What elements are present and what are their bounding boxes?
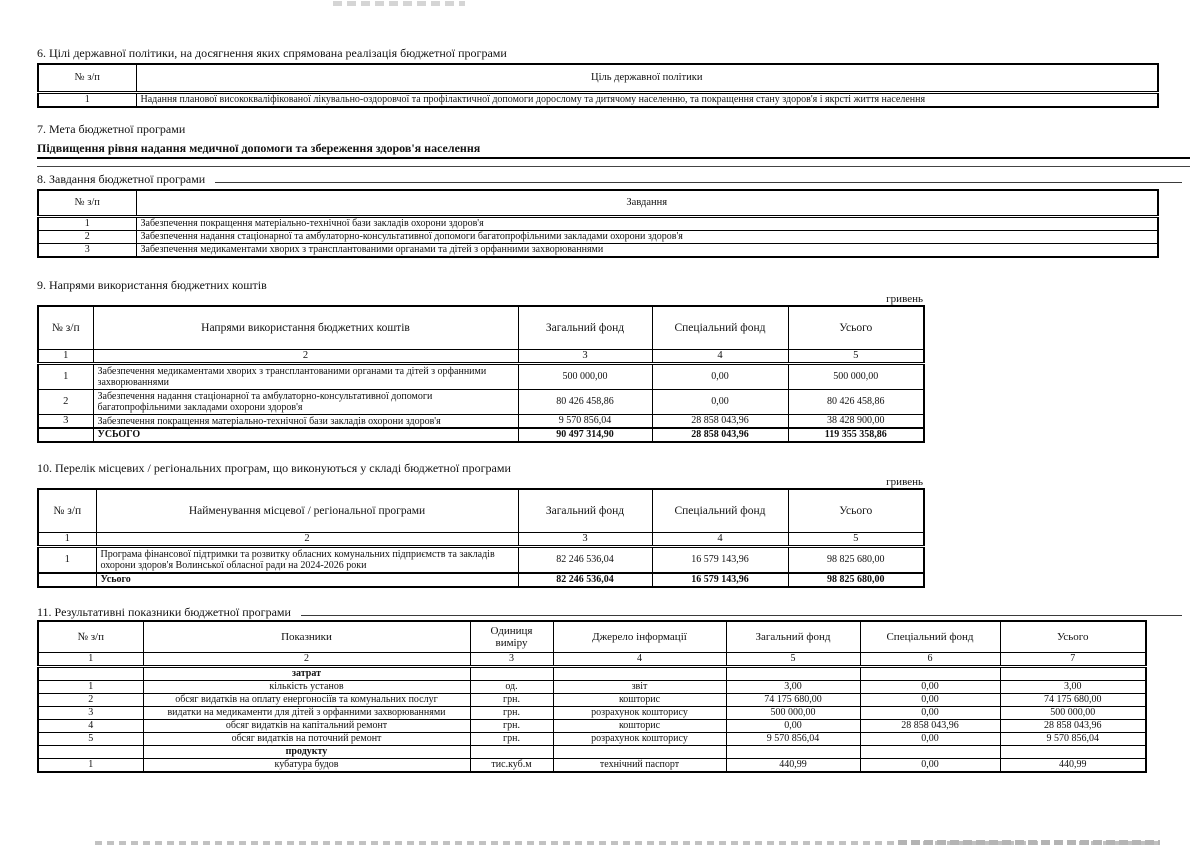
cell-empty <box>553 746 726 759</box>
column-number-row <box>38 350 924 364</box>
col-header-goal: Ціль державної політики <box>136 64 1158 93</box>
cell-num: 3 <box>38 244 136 258</box>
col-header-special-fund: Спеціальний фонд <box>860 621 1000 653</box>
cell-unit: грн. <box>470 733 553 746</box>
col-header-total: Усього <box>788 306 924 350</box>
cell-num: 1 <box>38 547 96 574</box>
table-row <box>38 217 1158 231</box>
table-row <box>38 415 924 429</box>
cell-total: 80 426 458,86 <box>788 390 924 415</box>
cell-special-fund: 16 579 143,96 <box>652 573 788 587</box>
cell-num-empty <box>38 573 96 587</box>
col-number: 1 <box>38 350 93 364</box>
col-header-general-fund: Загальний фонд <box>518 489 652 533</box>
table-row <box>38 364 924 390</box>
col-header-task: Завдання <box>136 190 1158 217</box>
col-header-total: Усього <box>1000 621 1146 653</box>
section11-table <box>37 620 1147 773</box>
category-row <box>38 746 1146 759</box>
cell-direction: Забезпечення покращення матеріально-технічної бази закладів охорони здоров'я <box>93 415 518 429</box>
cell-special-fund: 0,00 <box>860 759 1000 773</box>
col-number: 2 <box>93 350 518 364</box>
cell-special-fund: 0,00 <box>860 681 1000 694</box>
cell-special-fund: 28 858 043,96 <box>652 428 788 442</box>
cell-general-fund: 3,00 <box>726 681 860 694</box>
col-number: 5 <box>726 653 860 667</box>
cell-task-text: Забезпечення надання стаціонарної та амбулаторно-консультативної допомоги багатопрофільними закладами охорони здоров'я <box>136 231 1158 244</box>
heading-rule <box>301 615 1182 616</box>
cell-num: 1 <box>38 364 93 390</box>
section8-table <box>37 189 1159 258</box>
cell-general-fund: 90 497 314,90 <box>518 428 652 442</box>
cell-num: 1 <box>38 681 143 694</box>
cutoff-artifact-bottom-dark <box>898 840 1160 845</box>
cell-task-text: Забезпечення покращення матеріально-технічної бази закладів охорони здоров'я <box>136 217 1158 231</box>
cell-direction: Забезпечення надання стаціонарної та амбулаторно-консультативної допомоги багатопрофільними закладами охорони здоров'я <box>93 390 518 415</box>
col-number: 1 <box>38 533 96 547</box>
cell-indicator: кількість установ <box>143 681 470 694</box>
cell-indicator: обсяг видатків на поточний ремонт <box>143 733 470 746</box>
cell-special-fund: 0,00 <box>860 707 1000 720</box>
cell-special-fund: 0,00 <box>860 694 1000 707</box>
col-header-unit: Одиниця виміру <box>470 621 553 653</box>
cell-unit: грн. <box>470 720 553 733</box>
cell-empty <box>860 667 1000 681</box>
cell-unit: грн. <box>470 694 553 707</box>
table-row <box>38 93 1158 108</box>
col-number: 2 <box>143 653 470 667</box>
col-header-num: № з/п <box>38 64 136 93</box>
col-header-num: № з/п <box>38 621 143 653</box>
col-number: 3 <box>518 533 652 547</box>
cell-general-fund: 9 570 856,04 <box>518 415 652 429</box>
cell-num: 4 <box>38 720 143 733</box>
cell-empty <box>726 746 860 759</box>
cell-indicator: обсяг видатків на капітальний ремонт <box>143 720 470 733</box>
cell-general-fund: 82 246 536,04 <box>518 547 652 574</box>
col-number: 6 <box>860 653 1000 667</box>
table-row <box>38 390 924 415</box>
section9-heading: 9. Напрями використання бюджетних коштів <box>37 278 267 292</box>
page-content <box>37 0 1190 773</box>
cell-num: 1 <box>38 217 136 231</box>
section10-table-header-row <box>38 489 924 533</box>
total-row <box>38 573 924 587</box>
column-number-row <box>38 653 1146 667</box>
cell-unit: тис.куб.м <box>470 759 553 773</box>
cell-num: 2 <box>38 390 93 415</box>
col-header-indicator: Показники <box>143 621 470 653</box>
table-row <box>38 759 1146 773</box>
cell-empty <box>726 667 860 681</box>
col-header-general-fund: Загальний фонд <box>726 621 860 653</box>
table-row <box>38 231 1158 244</box>
col-header-special-fund: Спеціальний фонд <box>652 306 788 350</box>
section8-heading-row <box>37 173 1190 186</box>
cell-empty <box>1000 667 1146 681</box>
col-header-num: № з/п <box>38 306 93 350</box>
cell-num: 1 <box>38 93 136 108</box>
cell-indicator: обсяг видатків на оплату енергоносіїв та комунальних послуг <box>143 694 470 707</box>
col-number: 4 <box>553 653 726 667</box>
cell-unit: од. <box>470 681 553 694</box>
cell-special-fund: 28 858 043,96 <box>860 720 1000 733</box>
cell-task-text: Забезпечення медикаментами хворих з трансплантованими органами та дітей з орфанними захворюваннями <box>136 244 1158 258</box>
col-header-direction: Напрями використання бюджетних коштів <box>93 306 518 350</box>
cell-special-fund: 0,00 <box>860 733 1000 746</box>
cell-total-label: УСЬОГО <box>93 428 518 442</box>
col-header-source: Джерело інформації <box>553 621 726 653</box>
cell-total: 3,00 <box>1000 681 1146 694</box>
cell-total: 500 000,00 <box>788 364 924 390</box>
table-row <box>38 244 1158 258</box>
section9-table <box>37 305 925 443</box>
table-row <box>38 547 924 574</box>
cell-general-fund: 440,99 <box>726 759 860 773</box>
col-number: 1 <box>38 653 143 667</box>
cell-source: звіт <box>553 681 726 694</box>
cell-empty <box>38 746 143 759</box>
col-header-num: № з/п <box>38 190 136 217</box>
col-number: 3 <box>470 653 553 667</box>
col-header-program-name: Найменування місцевої / регіональної програми <box>96 489 518 533</box>
col-header-special-fund: Спеціальний фонд <box>652 489 788 533</box>
col-number: 4 <box>652 350 788 364</box>
cell-source: кошторис <box>553 720 726 733</box>
col-number: 2 <box>96 533 518 547</box>
section7-heading: 7. Мета бюджетної програми <box>37 122 186 136</box>
cell-special-fund: 28 858 043,96 <box>652 415 788 429</box>
cell-num: 2 <box>38 231 136 244</box>
col-header-general-fund: Загальний фонд <box>518 306 652 350</box>
cell-general-fund: 500 000,00 <box>726 707 860 720</box>
cell-category-label: затрат <box>143 667 470 681</box>
section6-table-header-row <box>38 64 1158 93</box>
cell-total: 38 428 900,00 <box>788 415 924 429</box>
section6-table <box>37 63 1159 108</box>
cell-source: кошторис <box>553 694 726 707</box>
col-number: 4 <box>652 533 788 547</box>
cell-special-fund: 16 579 143,96 <box>652 547 788 574</box>
cell-num: 5 <box>38 733 143 746</box>
section8-heading: 8. Завдання бюджетної програми <box>37 172 206 186</box>
cell-total: 9 570 856,04 <box>1000 733 1146 746</box>
cell-general-fund: 82 246 536,04 <box>518 573 652 587</box>
section11-table-header-row <box>38 621 1146 653</box>
cell-empty <box>470 667 553 681</box>
section10-heading: 10. Перелік місцевих / регіональних програм, що виконуються у складі бюджетної програми <box>37 461 511 475</box>
col-number: 5 <box>788 350 924 364</box>
section8-table-header-row <box>38 190 1158 217</box>
category-row <box>38 667 1146 681</box>
column-number-row <box>38 533 924 547</box>
total-row <box>38 428 924 442</box>
currency-note: гривень <box>886 293 923 305</box>
col-header-total: Усього <box>788 489 924 533</box>
cell-total: 98 825 680,00 <box>788 547 924 574</box>
section6-heading: 6. Цілі державної політики, на досягнення яких спрямована реалізація бюджетної програми <box>37 46 507 60</box>
cell-special-fund: 0,00 <box>652 390 788 415</box>
cell-empty <box>1000 746 1146 759</box>
cell-total: 28 858 043,96 <box>1000 720 1146 733</box>
cell-num: 3 <box>38 707 143 720</box>
section10-table <box>37 488 925 588</box>
cell-empty <box>553 667 726 681</box>
cell-program-name: Програма фінансової підтримки та розвитку обласних комунальних підприємств та закладів охорони здоров'я Волинської обласної ради на 2024-2026 роки <box>96 547 518 574</box>
cell-general-fund: 74 175 680,00 <box>726 694 860 707</box>
heading-rule <box>215 182 1182 183</box>
cell-direction: Забезпечення медикаментами хворих з трансплантованими органами та дітей з орфанними захворюваннями <box>93 364 518 390</box>
cell-total: 440,99 <box>1000 759 1146 773</box>
cell-empty <box>38 667 143 681</box>
cell-special-fund: 0,00 <box>652 364 788 390</box>
table-row <box>38 694 1146 707</box>
col-number: 3 <box>518 350 652 364</box>
cell-total: 98 825 680,00 <box>788 573 924 587</box>
program-goal-text: Підвищення рівня надання медичної допомоги та збереження здоров'я населення <box>37 142 1190 159</box>
cell-num: 3 <box>38 415 93 429</box>
currency-note: гривень <box>886 476 923 488</box>
cell-total: 74 175 680,00 <box>1000 694 1146 707</box>
section11-heading-row <box>37 606 1190 619</box>
cell-total: 119 355 358,86 <box>788 428 924 442</box>
col-number: 5 <box>788 533 924 547</box>
cell-source: розрахунок кошторису <box>553 707 726 720</box>
cell-num: 1 <box>38 759 143 773</box>
col-header-num: № з/п <box>38 489 96 533</box>
cell-empty <box>860 746 1000 759</box>
cell-num: 2 <box>38 694 143 707</box>
section9-table-header-row <box>38 306 924 350</box>
table-row <box>38 720 1146 733</box>
section11-heading: 11. Результативні показники бюджетної програми <box>37 605 291 619</box>
cell-unit: грн. <box>470 707 553 720</box>
cell-total-label: Усього <box>96 573 518 587</box>
cell-general-fund: 0,00 <box>726 720 860 733</box>
cell-empty <box>470 746 553 759</box>
cell-source: технічний паспорт <box>553 759 726 773</box>
table-row <box>38 681 1146 694</box>
cutoff-artifact-bottom <box>95 841 1160 845</box>
table-row <box>38 733 1146 746</box>
cell-num-empty <box>38 428 93 442</box>
cell-general-fund: 500 000,00 <box>518 364 652 390</box>
cell-source: розрахунок кошторису <box>553 733 726 746</box>
cell-category-label: продукту <box>143 746 470 759</box>
table-row <box>38 707 1146 720</box>
cell-indicator: видатки на медикаменти для дітей з орфанними захворюваннями <box>143 707 470 720</box>
cell-goal-text: Надання планової висококваліфікованої лікувально-оздоровчої та профілактичної допомоги дорослому та дитячому населенню, та покращення стану здоров'я і якрсті життя населення <box>136 93 1158 108</box>
horizontal-rule <box>37 166 1190 167</box>
col-number: 7 <box>1000 653 1146 667</box>
cell-indicator: кубатура будов <box>143 759 470 773</box>
cell-general-fund: 9 570 856,04 <box>726 733 860 746</box>
cell-total: 500 000,00 <box>1000 707 1146 720</box>
cell-general-fund: 80 426 458,86 <box>518 390 652 415</box>
